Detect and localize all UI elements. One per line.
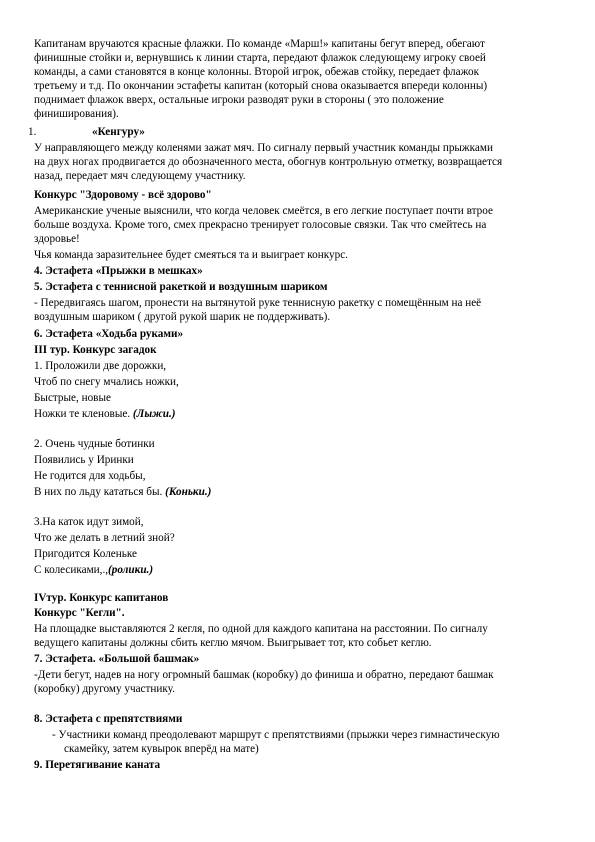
riddle-line: Чтоб по снегу мчались ножки, xyxy=(34,376,179,388)
riddle-answer: (Лыжи.) xyxy=(132,408,176,420)
text-line: финиширования). xyxy=(34,108,119,120)
section-heading: 8. Эстафета с препятствиями xyxy=(34,713,183,725)
riddle-text: Ножки те кленовые. xyxy=(34,408,133,420)
section-heading: 9. Перетягивание каната xyxy=(34,759,161,771)
section-heading: 4. Эстафета «Прыжки в мешках» xyxy=(34,265,203,277)
text-line: Капитанам вручаются красные флажки. По команде «Марш!» капитаны бегут вперед, обегают xyxy=(34,38,485,50)
text-line: третьему и т.д. По окончании эстафеты капитан (который снова оказывается впереди колонны) xyxy=(34,80,488,92)
text-line: команды, а сами становятся в конце колонны. Второй игрок, обежав стойку, передает флажок xyxy=(34,66,480,78)
text-line: поднимает флажок вверх, остальные игроки разводят руки в стороны ( это положение xyxy=(34,94,444,106)
text-line: воздушным шариком ( другой рукой шарик не поддерживать). xyxy=(34,311,331,323)
text-line: назад, передает мяч следующему участнику. xyxy=(34,170,246,182)
riddle-line: Пригодится Коленьке xyxy=(34,548,137,560)
text-line: - Передвигаясь шагом, пронести на вытянутой руке теннисную ракетку с помещённым на неё xyxy=(34,297,482,309)
riddle-line: Не годится для ходьбы, xyxy=(34,470,146,482)
list-number: 1. xyxy=(28,126,37,138)
text-line: Американские ученые выяснили, что когда человек смеётся, в его легкие поступает почти втрое xyxy=(34,205,493,217)
riddle-answer: (Коньки.) xyxy=(165,486,212,498)
riddle-line: 2. Очень чудные ботинки xyxy=(34,438,155,450)
text-line: финишные стойки и, вернувшись к линии старта, передают флажок следующему игроку своей xyxy=(34,52,486,64)
text-line: Чья команда заразительнее будет смеяться та и выиграет конкурс. xyxy=(34,249,348,261)
text-line: На площадке выставляются 2 кегля, по одной для каждого капитана на расстоянии. По сигналу xyxy=(34,623,488,635)
riddle-answer: (ролики.) xyxy=(108,564,154,576)
riddle-line: 3.На каток идут зимой, xyxy=(34,516,144,528)
text-line: больше воздуха. Кроме того, смех прекрасно тренирует голосовые связки. Так что смейтесь на xyxy=(34,219,487,231)
riddle-line xyxy=(34,486,211,499)
riddle-line: Что же делать в летний зной? xyxy=(34,532,175,544)
section-heading: III тур. Конкурс загадок xyxy=(34,344,157,356)
section-heading: «Кенгуру» xyxy=(92,126,145,138)
section-heading: 6. Эстафета «Ходьба руками» xyxy=(34,328,184,340)
riddle-line: Появились у Иринки xyxy=(34,454,134,466)
riddle-text: С колесиками,., xyxy=(34,564,109,576)
text-line: - Участники команд преодолевают маршрут с препятствиями (прыжки через гимнастическую xyxy=(52,729,500,741)
text-line: ведущего капитаны должны сбить кеглю мячом. Выигрывает тот, кто собьет кеглю. xyxy=(34,637,432,649)
riddle-text: В них по льду кататься бы. xyxy=(34,486,166,498)
text-line: -Дети бегут, надев на ногу огромный башмак (коробку) до финиша и обратно, передают башмак xyxy=(34,669,494,681)
text-line: скамейку, затем кувырок вперёд на мате) xyxy=(64,743,259,755)
text-line: (коробку) другому участнику. xyxy=(34,683,175,695)
section-heading: Конкурс "Кегли". xyxy=(34,607,125,619)
riddle-line: Быстрые, новые xyxy=(34,392,111,404)
text-line: здоровье! xyxy=(34,233,80,245)
section-heading: 7. Эстафета. «Большой башмак» xyxy=(34,653,200,665)
riddle-line xyxy=(34,408,175,421)
text-line: У направляющего между коленями зажат мяч. По сигналу первый участник команды прыжками xyxy=(34,142,493,154)
section-heading: 5. Эстафета с теннисной ракеткой и воздушным шариком xyxy=(34,281,328,293)
section-heading: IVтур. Конкурс капитанов xyxy=(34,592,169,604)
riddle-line xyxy=(34,564,153,577)
text-line: на двух ногах продвигается до обозначенного места, обогнув контрольную отметку, возвращается xyxy=(34,156,503,168)
section-heading: Конкурс "Здоровому - всё здорово" xyxy=(34,189,212,201)
riddle-line: 1. Проложили две дорожки, xyxy=(34,360,167,372)
